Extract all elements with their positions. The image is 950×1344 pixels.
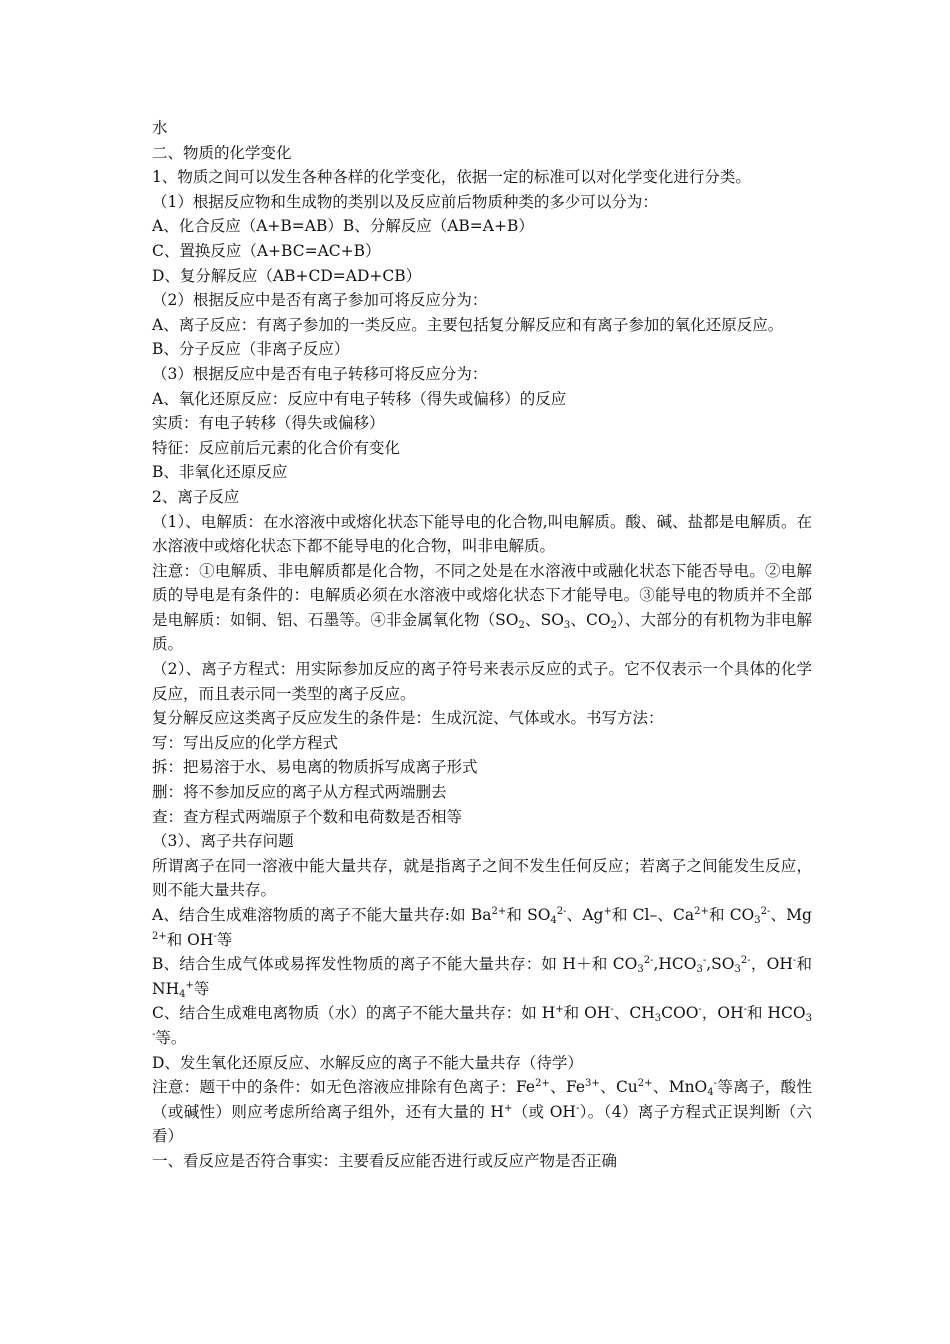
ion-rule-b: B、结合生成气体或易挥发性物质的离子不能大量共存：如 H＋和 $CO_3^{2-},HCO_3^-,SO_3^{2-}$，OH-和 $NH_4^+$等 <box>152 955 812 1000</box>
text-paragraph: A、离子反应：有离子参加的一类反应。主要包括复分解反应和有离子参加的氧化还原反应。 <box>152 315 784 334</box>
section-heading: 2、离子反应 <box>152 487 240 506</box>
note-paragraph: 注意：①电解质、非电解质都是化合物，不同之处是在水溶液中或融化状态下能否导电。②电解质的导电是有条件的：电解质必须在水溶液中或熔化状态下才能导电。③能导电的物质并不全部是电解质：如铜、铝、石墨等。④非金属氧化物（$SO_2$、$SO_3$、$CO_2$）、大部分的有机物为非电解质。 <box>152 561 812 654</box>
section-heading: 二、物质的化学变化 <box>152 143 292 162</box>
text-paragraph: 所谓离子在同一溶液中能大量共存，就是指离子之间不发生任何反应；若离子之间能发生反应，则不能大量共存。 <box>152 856 812 900</box>
text-line: B、分子反应（非离子反应） <box>152 340 350 359</box>
text-line: （3）根据反应中是否有电子转移可将反应分为： <box>152 364 488 383</box>
text-line: 写：写出反应的化学方程式 <box>152 733 339 752</box>
text-line: 实质：有电子转移（得失或偏移） <box>152 414 385 433</box>
ion-rule-d: D、发生氧化还原反应、水解反应的离子不能大量共存（待学） <box>152 1053 583 1072</box>
note-paragraph-2: 注意：题干中的条件：如无色溶液应排除有色离子：$Fe^{2+}$、$Fe^{3+}$、$Cu^{2+}$、MnO$_4$-等离子，酸性（或碱性）则应考虑所给离子组外，还有大量的 H+（或 OH-）。（4）离子方程式正误判断（六看） <box>152 1078 812 1146</box>
text-line: A、氧化还原反应：反应中有电子转移（得失或偏移）的反应 <box>152 389 567 408</box>
text-paragraph: （1）、电解质：在水溶液中或熔化状态下能导电的化合物,叫电解质。酸、碱、盐都是电解质。在水溶液中或熔化状态下都不能导电的化合物，叫非电解质。 <box>152 512 812 556</box>
text-line: B、非氧化还原反应 <box>152 463 288 482</box>
text-paragraph: （2）、离子方程式：用实际参加反应的离子符号来表示反应的式子。它不仅表示一个具体的化学反应，而且表示同一类型的离子反应。 <box>152 660 812 703</box>
text-line: 特征：反应前后元素的化合价有变化 <box>152 438 401 457</box>
text-line: （1）根据反应物和生成物的类别以及反应前后物质种类的多少可以分为： <box>152 192 658 211</box>
text-line: 删：将不参加反应的离子从方程式两端删去 <box>152 783 447 802</box>
text-line: 1、物质之间可以发生各种各样的化学变化，依据一定的标准可以对化学变化进行分类。 <box>152 168 751 187</box>
text-line: 一、看反应是否符合事实：主要看反应能否进行或反应产物是否正确 <box>152 1151 618 1170</box>
text-line: 拆：把易溶于水、易电离的物质拆写成离子形式 <box>152 758 478 777</box>
text-line: A、化合反应（A+B=AB）B、分解反应（AB=A+B） <box>152 217 534 236</box>
ion-rule-c: C、结合生成难电离物质（水）的离子不能大量共存：如 H+和 OH-、$CH_3COO^-$，OH-和 $HCO_3^-$等。 <box>152 1004 812 1047</box>
text-line: 查：查方程式两端原子个数和电荷数是否相等 <box>152 807 463 826</box>
text-line: 复分解反应这类离子反应发生的条件是：生成沉淀、气体或水。书写方法： <box>152 709 664 728</box>
ion-rule-a: A、结合生成难溶物质的离子不能大量共存:如 $Ba^{2+}$和 $SO_4^{2-}$、Ag+和 Cl–、$Ca^{2+}$和 $CO_3^{2-}$、$Mg^{2+}$和 OH-等 <box>152 906 812 949</box>
text-line: （2）根据反应中是否有离子参加可将反应分为： <box>152 291 488 310</box>
text-line: D、复分解反应（AB+CD=AD+CB） <box>152 266 422 285</box>
text-line: C、置换反应（A+BC=AC+B） <box>152 241 381 260</box>
text-line: 水 <box>152 119 168 137</box>
text-line: （3）、离子共存问题 <box>152 832 294 851</box>
document-body <box>152 116 812 1174</box>
